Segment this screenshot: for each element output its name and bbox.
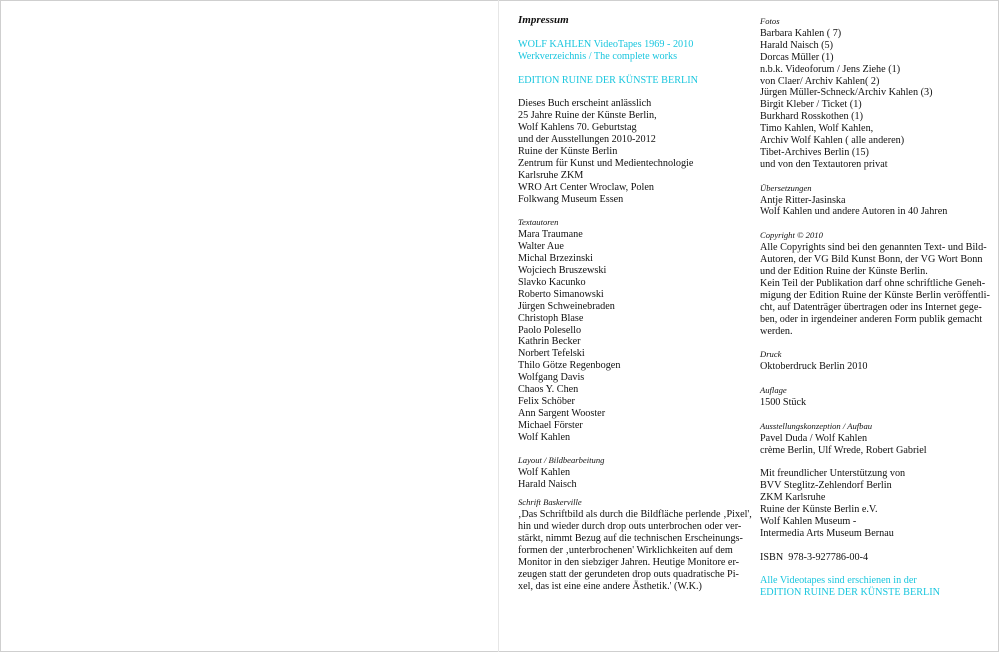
occasion-line: Wolf Kahlens 70. Geburtstag: [518, 122, 637, 134]
layout-credit: Wolf Kahlen: [518, 467, 571, 479]
support-line: Intermedia Arts Museum Bernau: [760, 527, 894, 539]
support-line: Wolf Kahlen Museum -: [760, 515, 857, 527]
author-name: Jürgen Schweinebraden: [518, 300, 615, 312]
font-statement-line: ‚Das Schriftbild als durch die Bildfläche perlende ‚Pixel',: [518, 509, 752, 521]
occasion-line: WRO Art Center Wroclaw, Polen: [518, 181, 654, 193]
exhibition-label: Ausstellungskonzeption / Aufbau: [760, 420, 873, 431]
translator: Wolf Kahlen und andere Autoren in 40 Jahren: [760, 206, 948, 218]
photo-credit: n.b.k. Videoforum / Jens Ziehe (1): [760, 63, 901, 75]
font-statement-line: zeugen statt der gerundeten drop outs quadratische Pi-: [518, 568, 739, 580]
videotapes-note: EDITION RUINE DER KÜNSTE BERLIN: [760, 587, 940, 599]
occasion-line: Karlsruhe ZKM: [518, 169, 584, 181]
photo-credit: und von den Textautoren privat: [760, 158, 888, 170]
authors-label: Textautoren: [518, 217, 559, 228]
series-title: WOLF KAHLEN VideoTapes 1969 - 2010: [518, 38, 694, 50]
support-line: ZKM Karlsruhe: [760, 492, 826, 504]
copyright-text: [760, 242, 990, 337]
support-line: Ruine der Künste Berlin e.V.: [760, 504, 878, 516]
font-statement-line: xel, das ist eine eine andere Ästhetik.' (W.K.): [518, 580, 702, 592]
photo-credit: Harald Naisch (5): [760, 39, 833, 51]
layout-credit: Harald Naisch: [518, 479, 577, 491]
support-line: Mit freundlicher Unterstützung von: [760, 468, 906, 480]
author-name: Kathrin Becker: [518, 336, 581, 348]
author-name: Mara Traumane: [518, 229, 583, 241]
copyright-line: werden.: [760, 325, 793, 337]
occasion-line: Folkwang Museum Essen: [518, 193, 624, 205]
printer: Oktoberdruck Berlin 2010: [760, 361, 868, 373]
author-name: Wojciech Bruszewski: [518, 264, 607, 276]
author-name: Ann Sargent Wooster: [518, 407, 606, 419]
copyright-line: Autoren, der VG Bild Kunst Bonn, der VG Wort Bonn: [760, 254, 983, 266]
occasion-block: [518, 98, 746, 205]
author-name: Wolfgang Davis: [518, 372, 585, 384]
font-statement-line: hin und wieder durch drop outs unterbrochen oder ver-: [518, 520, 742, 532]
imprint-left-column: [518, 14, 752, 592]
occasion-line: und der Ausstellungen 2010-2012: [518, 134, 656, 146]
photos-label: Fotos: [760, 16, 780, 26]
isbn: ISBN 978-3-927786-00-4: [760, 551, 869, 563]
author-name: Norbert Tefelski: [518, 348, 585, 360]
copyright-label: Copyright © 2010: [760, 230, 823, 241]
edition-label: Auflage: [760, 385, 787, 396]
series-subtitle: Werkverzeichnis / The complete works: [518, 50, 678, 62]
photo-credit: Barbara Kahlen ( 7): [760, 27, 842, 39]
videotapes-note: Alle Videotapes sind erschienen in der: [760, 575, 917, 587]
font-statement: [518, 509, 752, 592]
author-name: Michal Brzezinski: [518, 253, 593, 265]
photo-credit: Timo Kahlen, Wolf Kahlen,: [760, 123, 874, 135]
print-label: Druck: [760, 349, 782, 360]
photo-credit: Jürgen Müller-Schneck/Archiv Kahlen (3): [760, 87, 933, 99]
author-name: Walter Aue: [518, 241, 564, 253]
occasion-line: Dieses Buch erscheint anlässlich: [518, 98, 652, 110]
copyright-line: ben, oder in irgendeiner anderen Form publik gemacht: [760, 313, 983, 325]
copyright-line: migung der Edition Ruine der Künste Berlin veröffentli-: [760, 289, 990, 301]
support-block: [760, 468, 982, 539]
translations-label: Übersetzungen: [760, 182, 812, 193]
authors-list: [518, 229, 746, 443]
spread-gutter: [498, 0, 499, 652]
occasion-line: 25 Jahre Ruine der Künste Berlin,: [518, 110, 657, 122]
photo-credit: Tibet-Archives Berlin (15): [760, 146, 869, 158]
author-name: Paolo Polesello: [518, 324, 582, 336]
author-name: Slavko Kacunko: [518, 276, 586, 288]
translator: Antje Ritter-Jasinska: [760, 194, 846, 206]
font-statement-line: Monitor in den siebziger Jahren. Heutige Monitore er-: [518, 556, 740, 568]
photo-credit: Dorcas Müller (1): [760, 51, 834, 63]
author-name: Felix Schöber: [518, 395, 575, 407]
edition-size: 1500 Stück: [760, 396, 807, 408]
imprint-heading: Impressum: [518, 14, 569, 26]
photo-credit: Birgit Kleber / Ticket (1): [760, 99, 862, 111]
author-name: Roberto Simanowski: [518, 288, 604, 300]
occasion-line: Ruine der Künste Berlin: [518, 145, 618, 157]
publisher-name: EDITION RUINE DER KÜNSTE BERLIN: [518, 74, 698, 86]
font-statement-line: stärkt, nimmt Bezug auf die technischen Erscheinungs-: [518, 532, 743, 544]
photo-credits: [760, 28, 982, 171]
exhibition-credit: Pavel Duda / Wolf Kahlen: [760, 432, 868, 444]
copyright-line: Kein Teil der Publikation darf ohne schriftliche Geneh-: [760, 277, 986, 289]
support-line: BVV Steglitz-Zehlendorf Berlin: [760, 480, 892, 492]
author-name: Wolf Kahlen: [518, 431, 571, 443]
author-name: Thilo Götze Regenbogen: [518, 360, 621, 372]
author-name: Michael Förster: [518, 419, 583, 431]
photo-credit: Archiv Wolf Kahlen ( alle anderen): [760, 135, 905, 147]
imprint-right-column: [760, 16, 990, 599]
photo-credit: Burkhard Rosskothen (1): [760, 111, 863, 123]
occasion-line: Zentrum für Kunst und Medientechnologie: [518, 157, 694, 169]
author-name: Christoph Blase: [518, 312, 584, 324]
author-name: Chaos Y. Chen: [518, 384, 579, 396]
copyright-line: und der Edition Ruine der Künste Berlin.: [760, 266, 928, 277]
font-statement-line: formen der ‚unterbrochenen' Wirklichkeiten auf dem: [518, 544, 733, 556]
exhibition-credit: crème Berlin, Ulf Wrede, Robert Gabriel: [760, 444, 927, 456]
copyright-line: Alle Copyrights sind bei den genannten Text- und Bild-: [760, 242, 987, 254]
font-label: Schrift Baskerville: [518, 497, 582, 508]
photo-credit: von Claer/ Archiv Kahlen( 2): [760, 75, 880, 87]
layout-label: Layout / Bildbearbeitung: [518, 455, 605, 466]
copyright-line: cht, auf Datenträger übertragen oder ins Internet gege-: [760, 301, 982, 313]
